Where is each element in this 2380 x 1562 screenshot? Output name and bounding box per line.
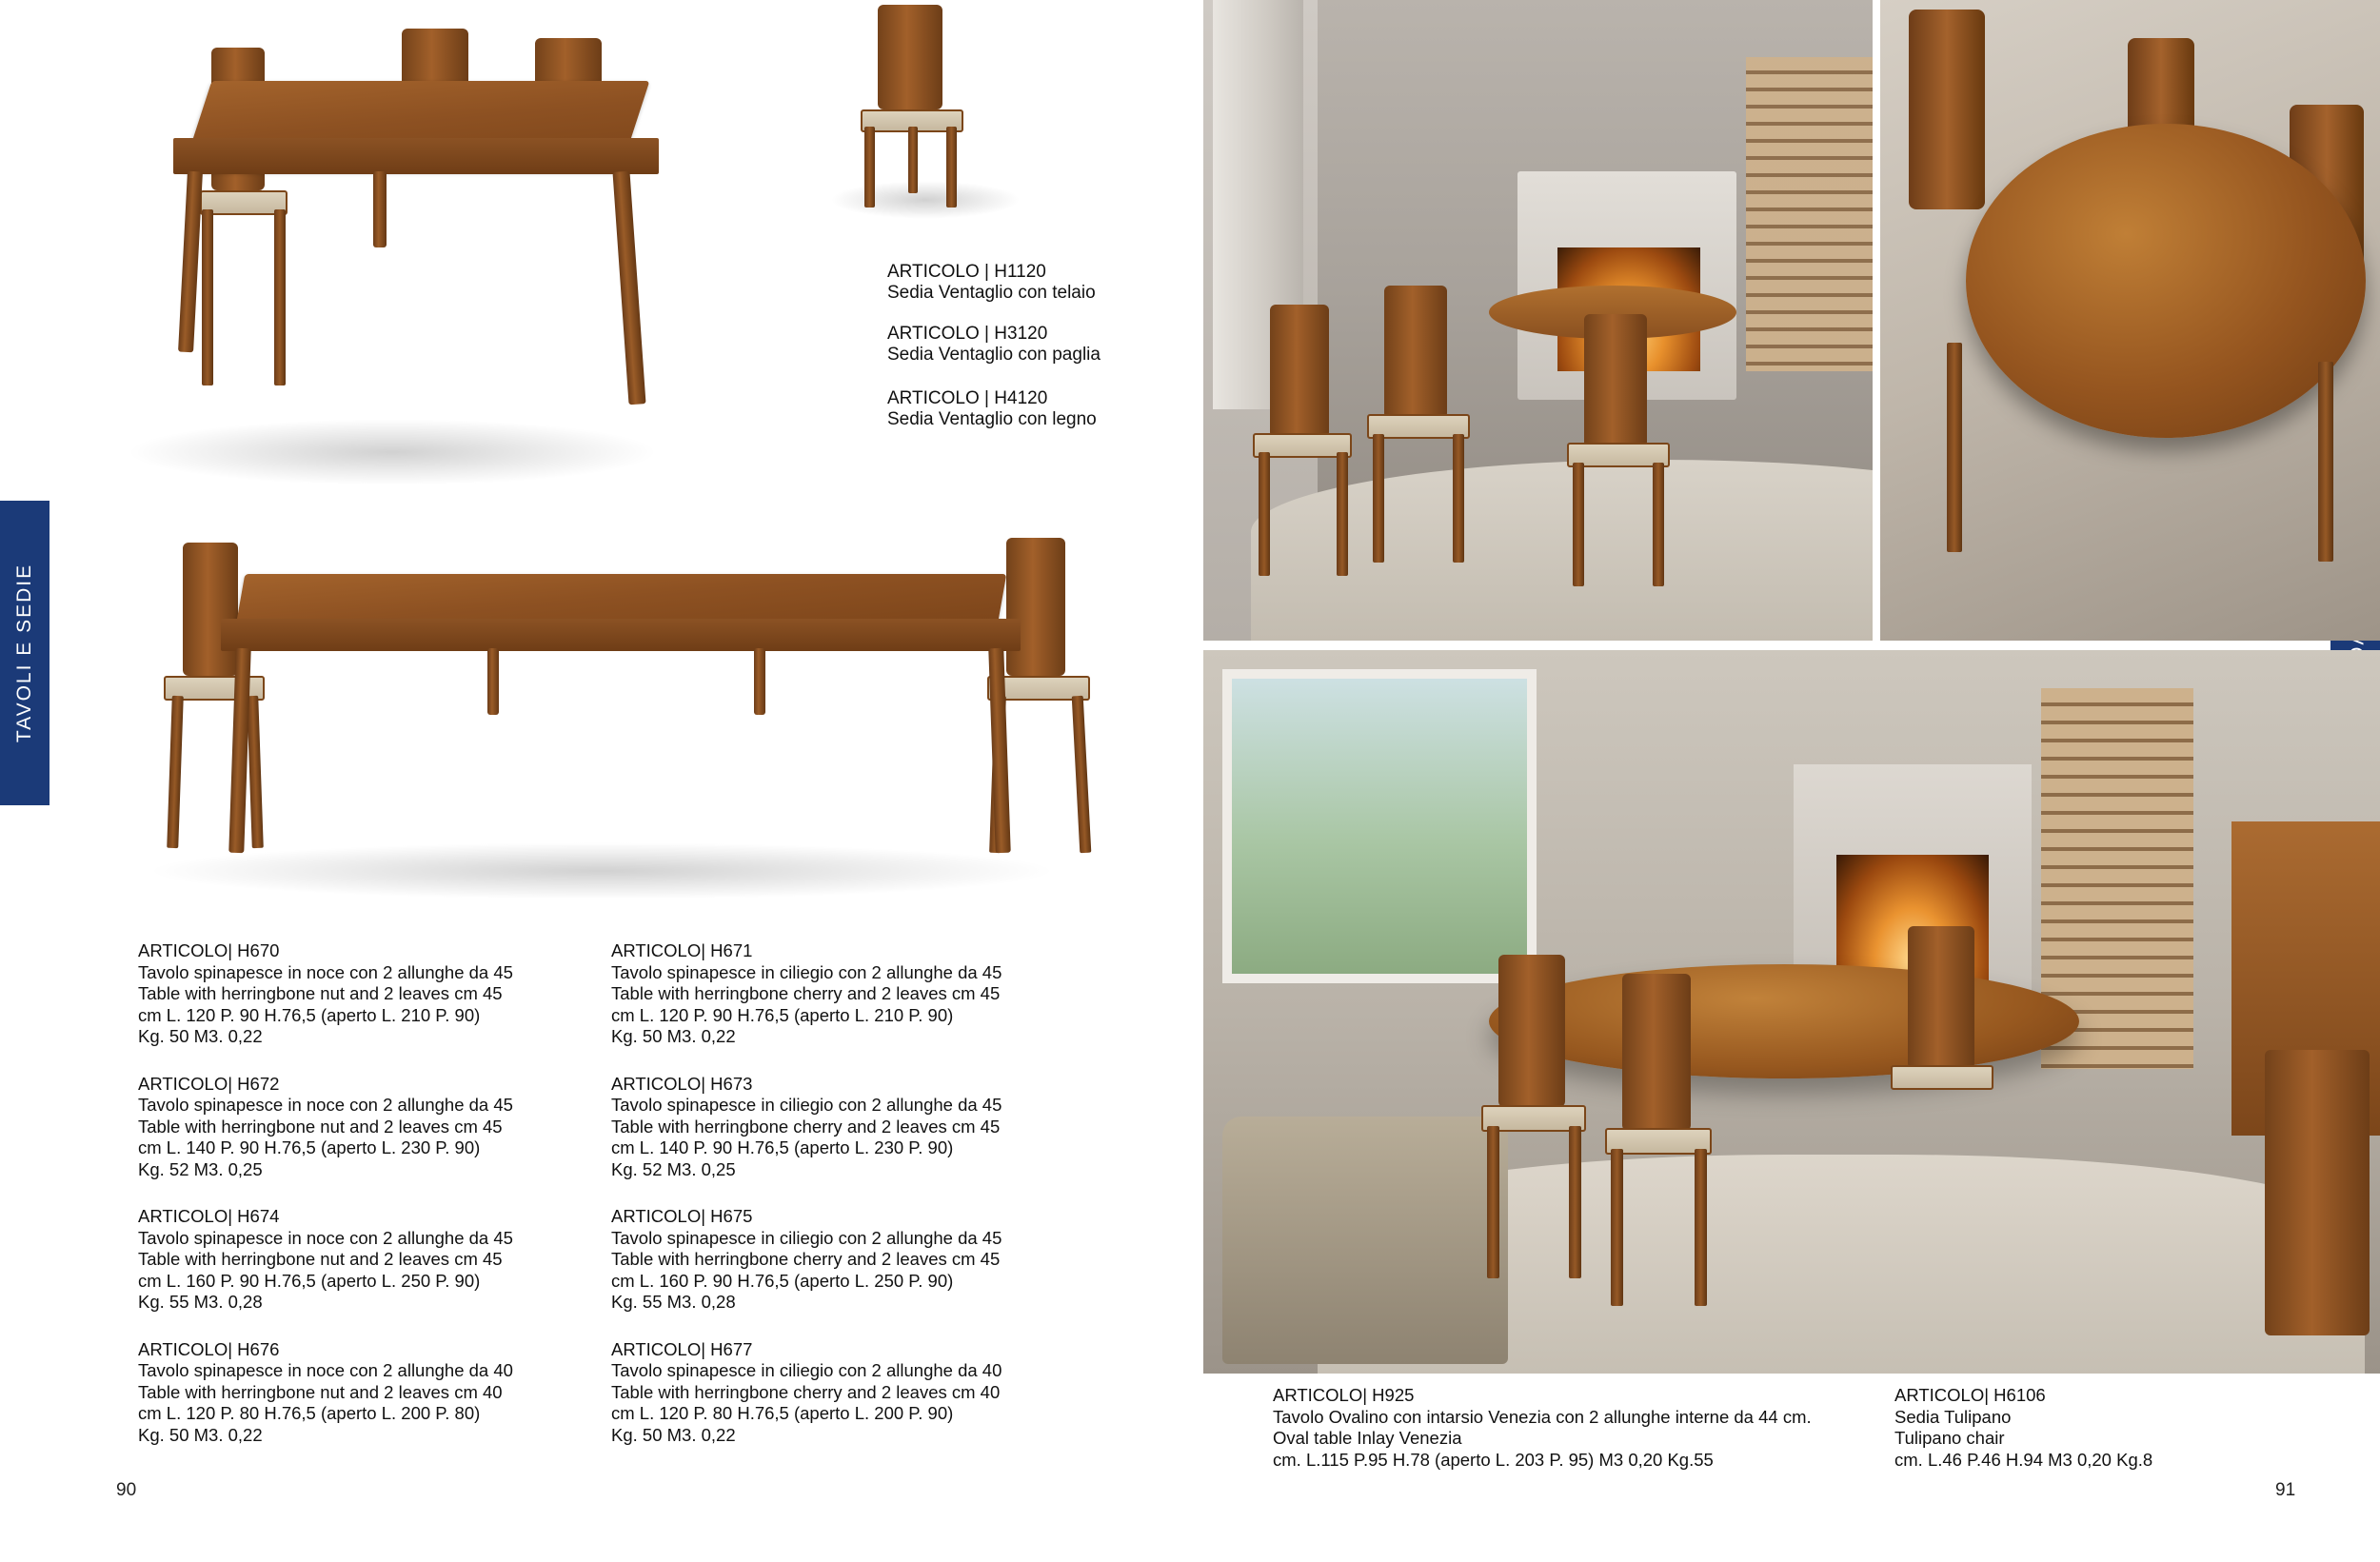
spec-desc-it: Tavolo spinapesce in noce con 2 allunghe da 45	[138, 1227, 513, 1248]
photo-oval-table-closeup	[1880, 0, 2380, 641]
caption-chair-1	[887, 262, 1096, 304]
product-image-table-h670	[88, 10, 735, 504]
spec-desc-it: Tavolo spinapesce in noce con 2 allunghe da 45	[138, 1095, 513, 1115]
spec-weight: Kg. 50 M3. 0,22	[138, 1424, 263, 1445]
spec-code: ARTICOLO| H673	[611, 1073, 753, 1094]
product-image-chair-h1120	[821, 0, 1040, 238]
spec-desc-en: Table with herringbone cherry and 2 leaves cm 40	[611, 1381, 1001, 1402]
caption-h925-dims: cm. L.115 P.95 H.78 (aperto L. 203 P. 95) M3 0,20 Kg.55	[1273, 1449, 1714, 1470]
spec-desc-it: Tavolo spinapesce in noce con 2 allunghe da 40	[138, 1360, 513, 1380]
caption-chair-3-desc: Sedia Ventaglio con legno	[887, 409, 1097, 429]
caption-chair-3	[887, 388, 1097, 430]
caption-h6106-desc-it: Sedia Tulipano	[1894, 1406, 2012, 1427]
spec-desc-en: Table with herringbone cherry and 2 leaves cm 45	[611, 983, 1001, 1003]
spec-code: ARTICOLO| H670	[138, 940, 280, 960]
spec-dims: cm L. 120 P. 90 H.76,5 (aperto L. 210 P. 90)	[611, 1004, 954, 1025]
spec-desc-en: Table with herringbone nut and 2 leaves cm 45	[138, 983, 503, 1003]
caption-chair-2	[887, 324, 1101, 366]
spec-desc-it: Tavolo spinapesce in ciliegio con 2 allunghe da 45	[611, 1227, 1002, 1248]
caption-chair-1-code: ARTICOLO | H1120	[887, 262, 1046, 282]
spec-weight: Kg. 50 M3. 0,22	[611, 1026, 736, 1046]
spec-code: ARTICOLO| H675	[611, 1206, 753, 1226]
spec-item-h675	[611, 1206, 1087, 1314]
spec-desc-en: Table with herringbone cherry and 2 leaves cm 45	[611, 1116, 1001, 1137]
spec-desc-en: Table with herringbone cherry and 2 leaves cm 45	[611, 1249, 1001, 1269]
left-page	[50, 0, 1201, 1562]
spec-desc-it: Tavolo spinapesce in ciliegio con 2 allunghe da 45	[611, 961, 1002, 982]
photo-living-dining-room	[1203, 650, 2380, 1374]
spec-column-left	[138, 940, 595, 1472]
caption-chair-3-code: ARTICOLO | H4120	[887, 388, 1048, 408]
spec-dims: cm L. 140 P. 90 H.76,5 (aperto L. 230 P. 90)	[611, 1137, 954, 1157]
spec-code: ARTICOLO| H674	[138, 1206, 280, 1226]
spec-item-h674	[138, 1206, 595, 1314]
spec-desc-it: Tavolo spinapesce in ciliegio con 2 allunghe da 45	[611, 1095, 1002, 1115]
caption-h925-desc-en: Oval table Inlay Venezia	[1273, 1428, 1462, 1448]
spec-desc-en: Table with herringbone nut and 2 leaves cm 45	[138, 1249, 503, 1269]
spec-desc-en: Table with herringbone nut and 2 leaves cm 45	[138, 1116, 503, 1137]
spec-desc-it: Tavolo spinapesce in noce con 2 allunghe da 45	[138, 961, 513, 982]
spec-weight: Kg. 55 M3. 0,28	[138, 1292, 263, 1312]
spec-weight: Kg. 52 M3. 0,25	[611, 1158, 736, 1179]
spec-dims: cm L. 120 P. 80 H.76,5 (aperto L. 200 P. 80)	[138, 1403, 481, 1423]
spec-weight: Kg. 55 M3. 0,28	[611, 1292, 736, 1312]
spec-item-h672	[138, 1074, 595, 1181]
spec-dims: cm L. 160 P. 90 H.76,5 (aperto L. 250 P. 90)	[611, 1270, 954, 1291]
spec-desc-en: Table with herringbone nut and 2 leaves cm 40	[138, 1381, 503, 1402]
caption-h6106-dims: cm. L.46 P.46 H.94 M3 0,20 Kg.8	[1894, 1449, 2153, 1470]
caption-product-h925	[1273, 1385, 1901, 1471]
caption-chair-2-code: ARTICOLO | H3120	[887, 324, 1048, 344]
spec-code: ARTICOLO| H672	[138, 1073, 280, 1094]
spec-dims: cm L. 120 P. 90 H.76,5 (aperto L. 210 P. 90)	[138, 1004, 481, 1025]
spec-weight: Kg. 50 M3. 0,22	[138, 1026, 263, 1046]
spec-item-h671	[611, 940, 1087, 1048]
caption-h6106-desc-en: Tulipano chair	[1894, 1428, 2005, 1448]
caption-chair-1-desc: Sedia Ventaglio con telaio	[887, 283, 1096, 303]
spec-code: ARTICOLO| H676	[138, 1338, 280, 1359]
spec-desc-it: Tavolo spinapesce in ciliegio con 2 allunghe da 40	[611, 1360, 1002, 1380]
spec-item-h677	[611, 1339, 1087, 1447]
caption-h6106-code: ARTICOLO| H6106	[1894, 1385, 2046, 1405]
photo-dining-room-round-table	[1203, 0, 1873, 641]
spec-code: ARTICOLO| H671	[611, 940, 753, 960]
spec-dims: cm L. 160 P. 90 H.76,5 (aperto L. 250 P. 90)	[138, 1270, 481, 1291]
page-number-right: 91	[2275, 1480, 2296, 1500]
product-image-table-extended	[88, 528, 1144, 909]
spec-code: ARTICOLO| H677	[611, 1338, 753, 1359]
spec-weight: Kg. 50 M3. 0,22	[611, 1424, 736, 1445]
spec-item-h670	[138, 940, 595, 1048]
section-tab-left	[0, 501, 50, 805]
caption-product-h6106	[1894, 1385, 2332, 1471]
spec-item-h676	[138, 1339, 595, 1447]
caption-h925-code: ARTICOLO| H925	[1273, 1385, 1415, 1405]
section-tab-left-label: TAVOLI E SEDIE	[13, 563, 35, 743]
spec-dims: cm L. 120 P. 80 H.76,5 (aperto L. 200 P. 90)	[611, 1403, 954, 1423]
spec-weight: Kg. 52 M3. 0,25	[138, 1158, 263, 1179]
caption-h925-desc-it: Tavolo Ovalino con intarsio Venezia con 2 allunghe interne da 44 cm.	[1273, 1406, 1812, 1427]
caption-chair-2-desc: Sedia Ventaglio con paglia	[887, 345, 1101, 365]
spec-item-h673	[611, 1074, 1087, 1181]
page-number-left: 90	[116, 1480, 137, 1500]
spec-column-right	[611, 940, 1087, 1472]
spec-dims: cm L. 140 P. 90 H.76,5 (aperto L. 230 P. 90)	[138, 1137, 481, 1157]
